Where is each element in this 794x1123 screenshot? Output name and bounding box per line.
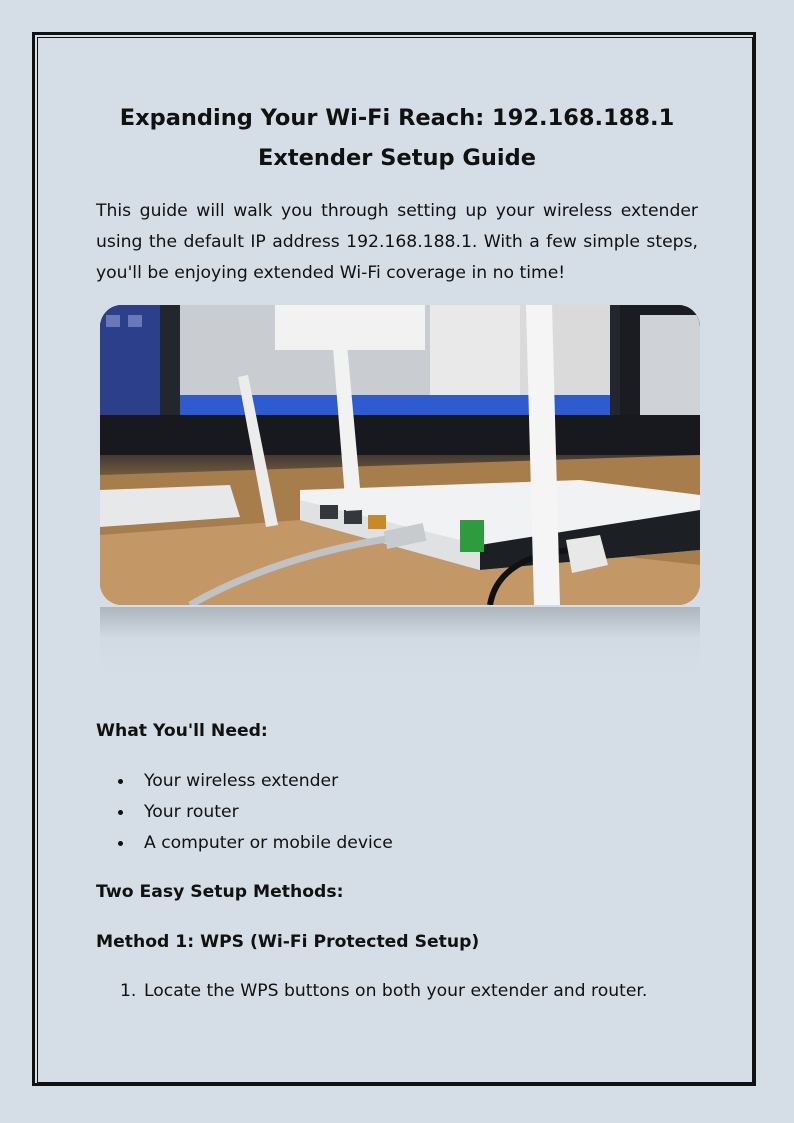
list-item bbox=[96, 797, 698, 828]
step-number: 1. bbox=[120, 981, 137, 1001]
methods-heading: Two Easy Setup Methods: bbox=[96, 882, 344, 902]
intro-paragraph: This guide will walk you through setting up your wireless extender using the default IP address 192.168.188.1. With a few simple steps, you'll be enjoying extended Wi-Fi coverage in no time! bbox=[96, 201, 698, 283]
method1-heading: Method 1: WPS (Wi-Fi Protected Setup) bbox=[96, 932, 480, 952]
list-item-text: Your router bbox=[144, 802, 239, 822]
needs-heading: What You'll Need: bbox=[96, 721, 268, 741]
method1-steps bbox=[96, 976, 698, 1007]
list-item bbox=[96, 828, 698, 859]
photo-reflection bbox=[100, 607, 700, 677]
bullet-icon bbox=[118, 779, 123, 784]
list-item-text: A computer or mobile device bbox=[144, 833, 393, 853]
bullet-icon bbox=[118, 841, 123, 846]
bullet-icon bbox=[118, 810, 123, 815]
router-photo bbox=[100, 305, 700, 605]
list-item-text: Your wireless extender bbox=[144, 771, 339, 791]
document-title: Expanding Your Wi-Fi Reach: 192.168.188.1 Extender Setup Guide bbox=[119, 105, 675, 171]
needs-list bbox=[96, 766, 698, 859]
step-text: Locate the WPS buttons on both your extender and router. bbox=[144, 981, 648, 1001]
list-item bbox=[96, 766, 698, 797]
list-item bbox=[96, 976, 698, 1007]
